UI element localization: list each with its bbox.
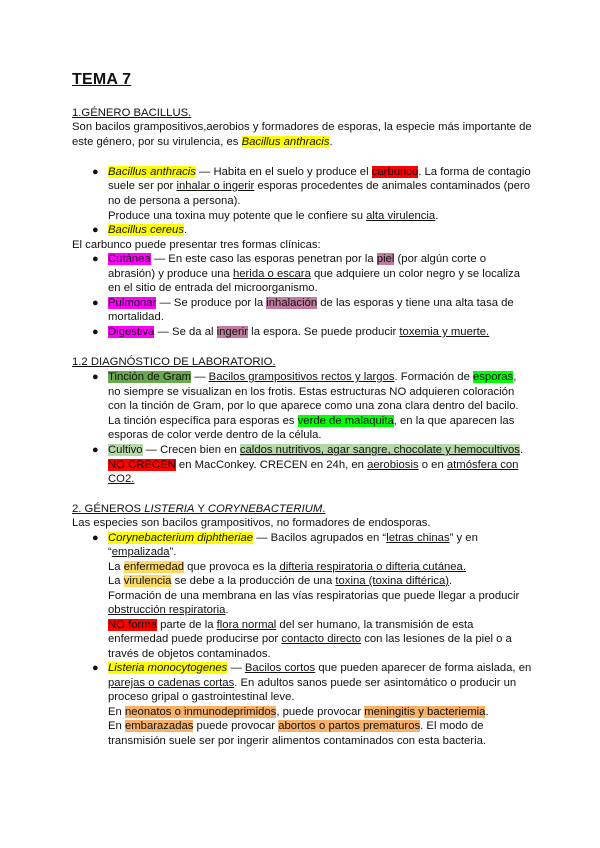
cory-line-4: La virulencia se debe a la producción de una toxina (toxina diftérica). — [108, 575, 453, 587]
digestiva-line: Digestiva — Se da al ingerir la espora. Se puede producir toxemia y muerte. — [108, 326, 490, 338]
gram-line-5: esporas de color verde dentro de la célula. — [108, 429, 322, 441]
section-1-heading: 1.GÉNERO BACILLUS. — [72, 107, 192, 119]
cultivo-line-2: NO CRECEN en MacConkey. CRECEN en 24h, en aerobiosis o en atmósfera con — [108, 459, 519, 471]
section-2-heading: 2. GÉNEROS LISTERIA Y CORYNEBACTERIUM. — [72, 503, 326, 515]
cultivo-line-1: Cultivo — Crecen bien en caldos nutritivos, agar sangre, chocolate y hemocultivos. — [108, 444, 524, 456]
highlight-carbunco: carbunco — [371, 166, 419, 178]
gram-line-4: La tinción específica para esporas es verde de malaquita, en la que aparecen las — [108, 415, 515, 427]
anthracis-line-2: suele ser por inhalar o ingerir esporas procedentes de animales contaminados (pero — [108, 180, 531, 192]
cultivo-line-3: CO2. — [108, 473, 135, 485]
cory-line-9: través de objetos contaminados. — [108, 648, 271, 660]
cory-line-2: “empalizada”. — [108, 546, 177, 558]
gram-line-2: no siempre se visualizan en los frotis. Estas estructuras NO adquieren coloración — [108, 386, 515, 398]
pulmonar-line-2: mortalidad. — [108, 311, 164, 323]
listeria-line-4: En neonatos o inmunodeprimidos, puede provocar meningitis y bacteriemia. — [108, 706, 489, 718]
bullet-icon: ● — [92, 166, 99, 178]
anthracis-line-4: Produce una toxina muy potente que le confiere su alta virulencia. — [108, 210, 439, 222]
listeria-line-3: proceso gripal o gastrointestinal leve. — [108, 691, 295, 703]
cory-line-1: Corynebacterium diphtheriae — Bacilos agrupados en “letras chinas” y en — [108, 532, 478, 544]
listeria-line-6: transmisión suele ser por ingerir alimentos contaminados con esta bacteria. — [108, 735, 487, 747]
bullet-icon: ● — [92, 662, 99, 674]
anthracis-line-1: Bacillus anthracis — Habita en el suelo y produce el carbunco. La forma de contagio — [108, 166, 531, 178]
cutanea-line-1: Cutánea — En este caso las esporas penetran por la piel (por algún corte o — [108, 253, 487, 265]
anthracis-line-3: no de persona a persona). — [108, 195, 241, 207]
cereus-line: Bacillus cereus. — [108, 224, 188, 236]
bullet-icon: ● — [92, 297, 99, 309]
gram-line-1: Tinción de Gram — Bacilos grampositivos rectos y largos. Formación de esporas, — [108, 371, 517, 383]
cory-line-6: obstrucción respiratoria. — [108, 604, 229, 616]
cory-line-5: Formación de una membrana en las vías respiratorias que puede llegar a producir — [108, 590, 520, 602]
pulmonar-line-1: Pulmonar — Se produce por la inhalación de las esporas y tiene una alta tasa de — [108, 297, 514, 309]
cutanea-line-3: en el sitio de entrada del microorganismo. — [108, 282, 318, 294]
section-1-2-heading: 1.2 DIAGNÓSTICO DE LABORATORIO. — [72, 356, 276, 368]
gram-line-3: con la tinción de Gram, por lo que aparece como una zona clara dentro del bacilo. — [108, 400, 519, 412]
bullet-icon: ● — [92, 224, 99, 236]
highlight-bacillus-anthracis: Bacillus anthracis — [241, 136, 330, 148]
listeria-line-2: parejas o cadenas cortas. En adultos sanos puede ser asintomático o producir un — [108, 677, 517, 689]
section-2-intro: Las especies son bacilos grampositivos, no formadores de endosporas. — [72, 517, 431, 529]
bullet-icon: ● — [92, 253, 99, 265]
cutanea-line-2: abrasión) y produce una herida o escara que adquiere un color negro y se localiza — [108, 268, 520, 280]
forms-intro: El carbunco puede presentar tres formas clínicas: — [72, 239, 321, 251]
cory-line-7: NO forma parte de la flora normal del ser humano, la transmisión de esta — [108, 619, 474, 631]
bullet-icon: ● — [92, 444, 99, 456]
bullet-icon: ● — [92, 371, 99, 383]
bullet-icon: ● — [92, 326, 99, 338]
page-title: TEMA 7 — [72, 71, 132, 88]
listeria-line-5: En embarazadas puede provocar abortos o partos prematuros. El modo de — [108, 720, 484, 732]
section-1-intro-line-2: este género, por su virulencia, es Bacillus anthracis. — [72, 136, 333, 148]
cory-line-3: La enfermedad que provoca es la difteria respiratoria o difteria cutánea. — [108, 561, 466, 573]
bullet-icon: ● — [92, 532, 99, 544]
listeria-line-1: Listeria monocytogenes — Bacilos cortos que pueden aparecer de forma aislada, en — [108, 662, 532, 674]
cory-line-8: enfermedad puede producirse por contacto directo con las lesiones de la piel o a — [108, 633, 512, 645]
section-1-intro-line-1: Son bacilos grampositivos,aerobios y formadores de esporas, la especie más importante de — [72, 121, 532, 133]
